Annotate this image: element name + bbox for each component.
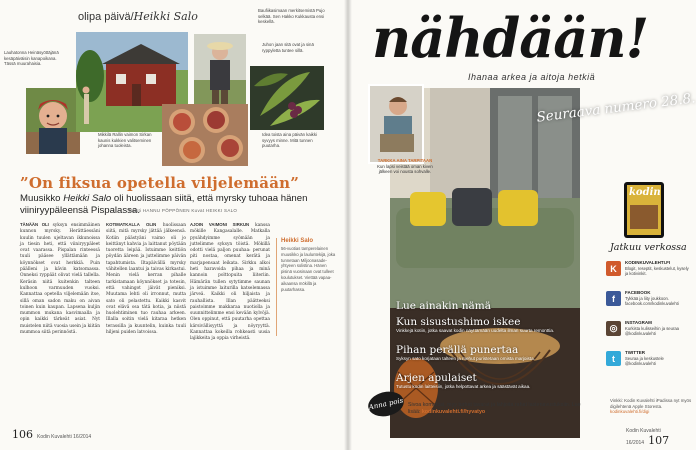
fact-box-text: 56-vuotias tamperelainen muusikko ja lauluntekijä, joka tunnetaan Miljoonasade-yhtyeen solistina. Hänen pisinä vuosinaan ovat tulleet koulutukset. Viettää vapaa-aikaansa mökillä ja puutarhassa. bbox=[281, 246, 336, 292]
column-3-text: kanssa mökille Kangasalalle. Matkalla pysähdyimme syömään ja juttelimme syksyn töistä. Mökillä odotti vielä paljon puuhaa: perunat piti nostaa, omenat kerätä ja marjapensaat leikata. Sirkku alkoi heti haravoida pihaa ja minä kannoin polttopuita liiteriin. Hämärän tullen sytytimme saunan ja istuimme laiturilla katselemassa järveä. Kaikki oli hiljaista ja rauhallista. Illan päätteeksi paistoimme makkaraa nuotiolla ja suunnittelimme ensi kevään kylvöjä. Olen oppinut, että puutarha opettaa kärsivällisyyttä ja nöyryyttä. Kannattaa kokeilla rohkeasti uusia lajikkeita ja oppia virheistä. bbox=[190, 223, 270, 342]
social-facebook-title: FACEBOOK bbox=[625, 290, 651, 295]
digital-tip-text: Vinkki: Kodin Kuvalehti iPadissa nyt myös digilehtenä Apple Storesta. bbox=[610, 398, 692, 409]
feature-1-title: Kun sisustushimo iskee bbox=[396, 316, 521, 328]
social-instagram-text: Kurkista kulisseihin ja seuraa @kodinkuvalehti bbox=[625, 326, 679, 337]
folio-left bbox=[12, 428, 91, 441]
deck-name: Heikki Salo bbox=[63, 193, 112, 204]
digital-tip-link[interactable]: kodinkuvalehti.fi/digi bbox=[610, 409, 650, 415]
article-headline: ”On fiksua opetella viljelemään” bbox=[20, 174, 300, 192]
instagram-icon: ◎ bbox=[606, 321, 621, 336]
caption-gardener: Baufiikasimaan merkitsemistä Pujo selkää. Sen Hakko Kukkausta ensi keskellä. bbox=[258, 8, 325, 25]
feature-3-title: Arjen apulaiset bbox=[396, 372, 477, 384]
masthead: nähdään! bbox=[372, 6, 649, 70]
caption-house bbox=[4, 160, 5, 161]
feature-3-text: Tutustu kodin laitteisiin, jotka helpottavat arkea ja säästävät aikaa. bbox=[396, 384, 531, 389]
food-photo bbox=[162, 104, 248, 166]
social-facebook[interactable] bbox=[606, 290, 692, 320]
spread-gutter bbox=[344, 0, 352, 450]
website-icon: K bbox=[606, 261, 621, 276]
feature-0 bbox=[396, 300, 491, 312]
social-instagram-title: INSTAGRAM bbox=[625, 320, 652, 325]
online-sidebar bbox=[600, 176, 692, 416]
deck-prefix: Muusikko bbox=[20, 193, 64, 204]
inset-caption-text: Kun lapsi veistää oman kiven jälkeen voi nousta sohvalle. bbox=[377, 163, 433, 175]
inset-caption-name: TARKKA AINA TARPITAAN bbox=[377, 158, 433, 163]
column-2-lead: KOTIMATKALLA OLIN bbox=[106, 222, 157, 227]
feature-3 bbox=[396, 372, 566, 390]
social-website-text: Blogit, reseptit, keskustelut, kysely ja kotivinkit. bbox=[625, 266, 689, 277]
column-2-text: huolissaan siitä, mitä myrsky jättää jälkeensä. Kotiin päästyäni vaimo oli jo keittänyt kahvia ja laittanut pöytään tuoretta leipää. Istuimme keittiön pöydän ääreen ja juttelimme päivän tapahtumista. Iltapäivällä myrsky vähitellen laantui ja taivas kirkastui. Menin vielä kerran pihalle tarkistamaan köynnökset ja totesin, että vahingot jäivät pieniksi. Muutama lehti oli irronnut, mutta sato oli pelastettu. Kaikki kasvit ovat elävä osa tätä kotia, ja niistä huolehtiminen tuo rauhaa arkeen. Illalla soitin vielä kitaraa hetken terassilla ja kuuntelin, kuinka tuuli hiljeni puiden latvoissa. bbox=[106, 223, 186, 336]
right-page bbox=[348, 0, 696, 450]
social-website[interactable] bbox=[606, 260, 692, 290]
fact-box bbox=[276, 238, 338, 336]
kicker-name: Heikki Salo bbox=[133, 10, 198, 23]
fact-box-title: Heikki Salo bbox=[281, 238, 314, 244]
article-column-1 bbox=[20, 222, 100, 336]
page-number-right: 107 bbox=[648, 434, 670, 447]
column-1-text: syksyn ensimmäinen kunnon myrsky. Herättäessäni kuulin tuulen ujeltavan ikkunoissa ja tiesin heti, että viiniryypäleet ovat vaarassa. Pispalan rinteessä tuuli pääsee yllättämään ja köynnökset ovat herkkiä. Puin päälleni ja kävin katsomassa. Onneksi ryppäät olivat vielä tallella. Keräsin niitä kuitenkin talteen kulhoon varmuuden vuoksi. Kannattaa opetella viljelemään itse, sillä oman sadon maku on aivan toinen kuin kaupan. Lapsena kuljin mummon mukana kasvimaalla ja opin kaikki tärkeät asiat. Nyt muistelen niitä vuosia usein ja kiitän mummoa siitä perinnöstä. bbox=[20, 223, 100, 336]
digital-tip bbox=[610, 398, 692, 415]
column-3-lead: AJOIN VAIMONI SIRKUN bbox=[190, 222, 250, 227]
feature-0-title: Lue ainakin nämä bbox=[396, 300, 491, 312]
caption-leaves: Idea toista aina päivän kaikki syvyys minne. Mitä tunnen puutarha. bbox=[262, 132, 317, 149]
caption-food: Mikkilä Rallin vaimon Sirkan kaunis kukkien valitseminen johanna tuoleista. bbox=[98, 132, 152, 149]
social-twitter-text: Seuraa ja keskustele @kodinkuvalehti bbox=[625, 356, 664, 367]
page-number-left: 106 bbox=[12, 428, 33, 441]
leaves-photo bbox=[250, 66, 324, 130]
portrait-photo bbox=[26, 88, 80, 154]
sidebar-title: Jatkuu verkossa bbox=[610, 242, 687, 253]
next-issue-banner: Seuraava numero 28.8. bbox=[535, 90, 696, 126]
inset-photo bbox=[368, 84, 424, 164]
masthead-tagline: Ihanaa arkea ja aitoja hetkiä bbox=[468, 72, 596, 82]
folio-right-text: Kodin Kuvalehti 16/2014 bbox=[626, 428, 661, 446]
social-twitter[interactable] bbox=[606, 350, 692, 380]
deck-suffix: oli huolissaan siitä, että myrsky tuhoaa hänen viiniryypäleensä Pispalassa. bbox=[20, 193, 308, 216]
anna-pois-link[interactable]: kodinkuvalehti.fi/hyvatyo bbox=[421, 409, 486, 415]
feature-1-text: Vinkkejä kotiin, jotka saavat kodin näyttämään uudelta ilman suurta remonttia. bbox=[396, 328, 555, 333]
article-column-3 bbox=[190, 222, 270, 343]
social-facebook-text: Tykkää ja liity joukkoon. facebook.com/kodinkuvalehti bbox=[625, 296, 679, 307]
feature-1 bbox=[396, 316, 566, 334]
column-1-lead: TÄNÄÄN OLI bbox=[20, 222, 49, 227]
section-kicker bbox=[78, 10, 198, 23]
article-deck bbox=[20, 193, 340, 217]
feature-2-text: Syksyn sato korjataan talteen ja mehut puristetaan omista marjoista. bbox=[396, 356, 535, 361]
feature-2-title: Pihan perällä punertaa bbox=[396, 344, 519, 356]
tablet-image bbox=[624, 182, 664, 238]
article-credit: Teksti HANNU PÖPPÖNEN Kuvat HEIKKI SALO bbox=[128, 208, 238, 213]
anna-pois-body: Sivoa komerosi, myy turhat tavarat ja lahjoita rahat lastenavustuksiin. Lue lisää: bbox=[408, 402, 581, 415]
kicker-prefix: olipa päivä/ bbox=[78, 11, 134, 23]
anna-pois-badge: Anna pois bbox=[366, 389, 406, 420]
inset-caption bbox=[374, 158, 436, 175]
feature-2 bbox=[396, 344, 566, 362]
anna-pois-text bbox=[408, 402, 590, 416]
folio-right bbox=[626, 428, 696, 447]
folio-left-text: Kodin Kuvalehti 16/2014 bbox=[37, 434, 92, 440]
social-twitter-title: TWITTER bbox=[625, 350, 645, 355]
article-column-2 bbox=[106, 222, 186, 336]
social-website-title: KODINKUVALEHTI.FI bbox=[625, 260, 671, 265]
tablet-logo: kodin bbox=[629, 187, 661, 198]
caption-portrait: Lauhatonna Heinäsyöttäjänä kesäpäiväisin kanapoikana. Tässä muurahaisia. bbox=[4, 50, 59, 67]
twitter-icon: t bbox=[606, 351, 621, 366]
social-instagram[interactable] bbox=[606, 320, 692, 350]
facebook-icon: f bbox=[606, 291, 621, 306]
caption-wedding: Juhon jaan sitä ovat ja sinä ryppyletta tuntee sillä. bbox=[262, 42, 314, 53]
